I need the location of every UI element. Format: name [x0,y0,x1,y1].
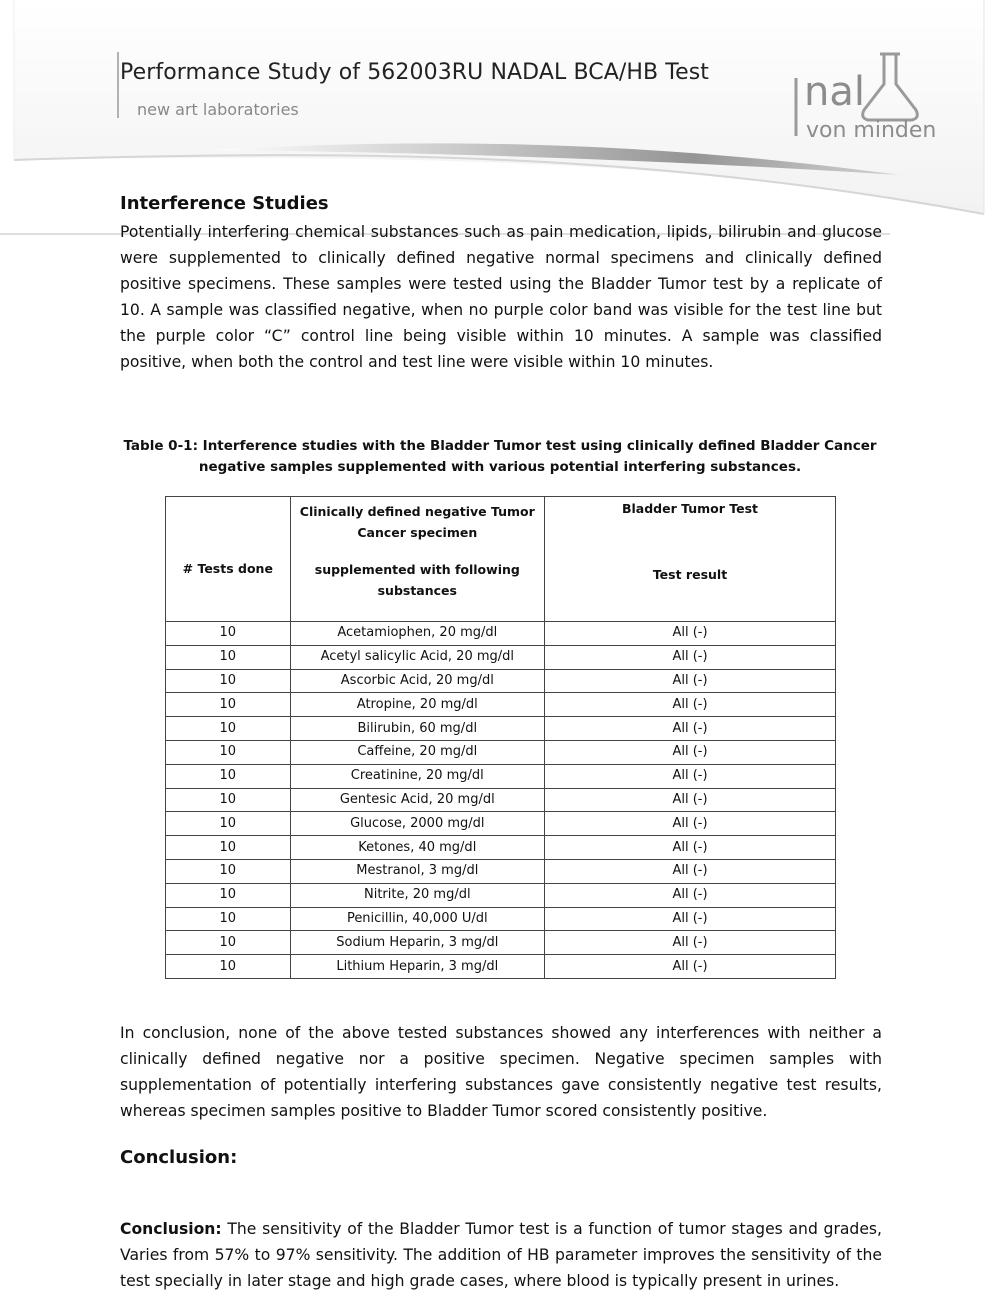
cell-substance: Gentesic Acid, 20 mg/dl [290,788,544,812]
conclusion-text: The sensitivity of the Bladder Tumor test is a function of tumor stages and grades, Varies from 57% to 97% sensitivity. The addition of HB parameter improves the sensitivity of the test specially in later stage and high grade cases, where blood is typically present in urines. [120,1220,882,1290]
section-title: Interference Studies [120,193,329,214]
cell-substance: Acetamiophen, 20 mg/dl [290,622,544,646]
header-substances-line1: Clinically defined negative Tumor Cancer specimen [299,504,535,540]
cell-substance: Nitrite, 20 mg/dl [290,883,544,907]
cell-substance: Caffeine, 20 mg/dl [290,740,544,764]
table-row [166,788,836,812]
cell-result: All (-) [545,645,836,669]
header-tests-done [166,497,291,622]
cell-tests-done: 10 [166,955,291,979]
cell-substance: Acetyl salicylic Acid, 20 mg/dl [290,645,544,669]
company-logo [776,48,936,148]
conclusion-heading: Conclusion: [120,1147,238,1168]
table-body [166,622,836,979]
header-substances-line2: supplemented with following substances [314,562,520,598]
table-row [166,931,836,955]
table-row [166,955,836,979]
header-result-line2: Test result [652,567,728,582]
table-row [166,859,836,883]
cell-substance: Lithium Heparin, 3 mg/dl [290,955,544,979]
table-row [166,812,836,836]
header-result [545,497,836,622]
cell-result: All (-) [545,812,836,836]
header-tests-done-label: # Tests done [182,561,273,576]
cell-substance: Ketones, 40 mg/dl [290,836,544,860]
header-result-line1: Bladder Tumor Test [621,501,759,516]
table-row [166,693,836,717]
cell-tests-done: 10 [166,764,291,788]
cell-result: All (-) [545,931,836,955]
cell-tests-done: 10 [166,669,291,693]
cell-tests-done: 10 [166,812,291,836]
cell-result: All (-) [545,859,836,883]
cell-tests-done: 10 [166,693,291,717]
cell-substance: Creatinine, 20 mg/dl [290,764,544,788]
table-caption: Table 0-1: Interference studies with the Bladder Tumor test using clinically defined Bladder Cancer negative samples supplemented with various potential interfering substances. [123,438,877,475]
table-header-row [166,497,836,622]
cell-substance: Ascorbic Acid, 20 mg/dl [290,669,544,693]
logo-text-nal: nal [804,69,865,115]
cell-result: All (-) [545,717,836,741]
cell-result: All (-) [545,955,836,979]
cell-substance: Glucose, 2000 mg/dl [290,812,544,836]
table-row [166,717,836,741]
cell-tests-done: 10 [166,645,291,669]
cell-tests-done: 10 [166,907,291,931]
cell-result: All (-) [545,669,836,693]
document-title: Performance Study of 562003RU NADAL BCA/HB Test [120,60,710,85]
cell-tests-done: 10 [166,931,291,955]
cell-substance: Sodium Heparin, 3 mg/dl [290,931,544,955]
conclusion-lead: Conclusion: [120,1220,222,1238]
table-row [166,883,836,907]
table-row [166,669,836,693]
interference-table [165,496,836,979]
cell-result: All (-) [545,907,836,931]
cell-result: All (-) [545,622,836,646]
table-row [166,740,836,764]
logo-text-von-minden: von minden [806,118,937,143]
cell-substance: Penicillin, 40,000 U/dl [290,907,544,931]
cell-tests-done: 10 [166,788,291,812]
header-substances [290,497,544,622]
conclusion-paragraph [120,1216,882,1294]
cell-substance: Bilirubin, 60 mg/dl [290,717,544,741]
table-row [166,764,836,788]
cell-result: All (-) [545,693,836,717]
table-row [166,645,836,669]
intro-paragraph: Potentially interfering chemical substances such as pain medication, lipids, bilirubin and glucose were supplemented to clinically defined negative normal specimens and clinically defined positive specimens. These samples were tested using the Bladder Tumor test by a replicate of 10. A sample was classified negative, when no purple color band was visible for the test line but the purple color “C” control line being visible within 10 minutes. A sample was classified positive, when both the control and test line were visible within 10 minutes. [120,223,882,371]
cell-result: All (-) [545,788,836,812]
cell-tests-done: 10 [166,859,291,883]
document-subtitle: new art laboratories [137,100,299,119]
cell-substance: Atropine, 20 mg/dl [290,693,544,717]
cell-result: All (-) [545,764,836,788]
cell-result: All (-) [545,883,836,907]
cell-tests-done: 10 [166,622,291,646]
cell-result: All (-) [545,740,836,764]
cell-substance: Mestranol, 3 mg/dl [290,859,544,883]
cell-tests-done: 10 [166,740,291,764]
table-row [166,836,836,860]
summary-paragraph: In conclusion, none of the above tested substances showed any interferences with neither a clinically defined negative nor a positive specimen. Negative specimen samples with supplementation of potentially interfering substances gave consistently negative test results, whereas specimen samples positive to Bladder Tumor scored consistently positive. [120,1024,882,1120]
cell-result: All (-) [545,836,836,860]
table-row [166,907,836,931]
cell-tests-done: 10 [166,717,291,741]
cell-tests-done: 10 [166,883,291,907]
table-row [166,622,836,646]
cell-tests-done: 10 [166,836,291,860]
